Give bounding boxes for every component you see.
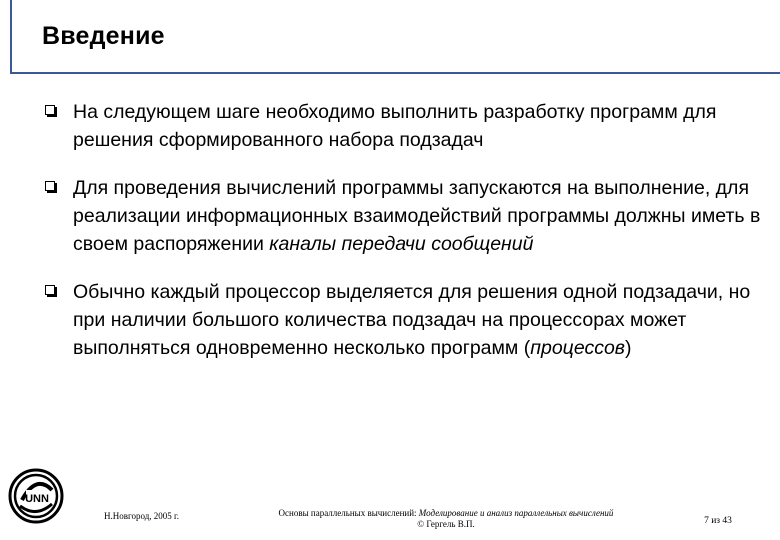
bullet-list: [44, 98, 764, 382]
course-author: © Гергель В.П.: [417, 519, 475, 529]
square-bullet-icon: [45, 285, 55, 295]
bullet-text: [73, 278, 764, 362]
bullet-body: Обычно каждый процессор выделяется для решения одной подзадачи, но при наличии большого количества подзадач на процессорах может выполняться одновременно несколько программ (: [73, 281, 751, 359]
logo-text: UNN: [25, 493, 49, 505]
bullet-text: [73, 98, 764, 154]
course-title: Моделирование и анализ параллельных вычислений: [418, 508, 614, 518]
bullet-body: Для проведения вычислений программы запускаются на выполнение, для реализации информационных взаимодействий программы должны иметь в своем распоряжении: [73, 177, 761, 255]
bullet-item: [44, 278, 764, 362]
footer-course: [246, 508, 646, 538]
bullet-emphasis: процессов: [530, 337, 625, 359]
square-bullet-icon: [45, 105, 55, 115]
bullet-item: [44, 174, 764, 258]
square-bullet-icon: [45, 181, 55, 191]
course-prefix: Основы параллельных вычислений:: [278, 508, 419, 518]
bullet-body: На следующем шаге необходимо выполнить разработку программ для решения сформированного набора подзадач: [73, 101, 717, 151]
page-number: 7 из 43: [704, 516, 732, 526]
footer-city-year: Н.Новгород, 2005 г.: [104, 511, 179, 521]
bullet-text: [73, 174, 764, 258]
slide-title: Введение: [42, 22, 165, 50]
bullet-suffix: ): [624, 337, 632, 359]
bullet-item: [44, 98, 764, 154]
bullet-emphasis: каналы передачи сообщений: [269, 233, 534, 255]
university-logo-icon: [8, 468, 64, 524]
